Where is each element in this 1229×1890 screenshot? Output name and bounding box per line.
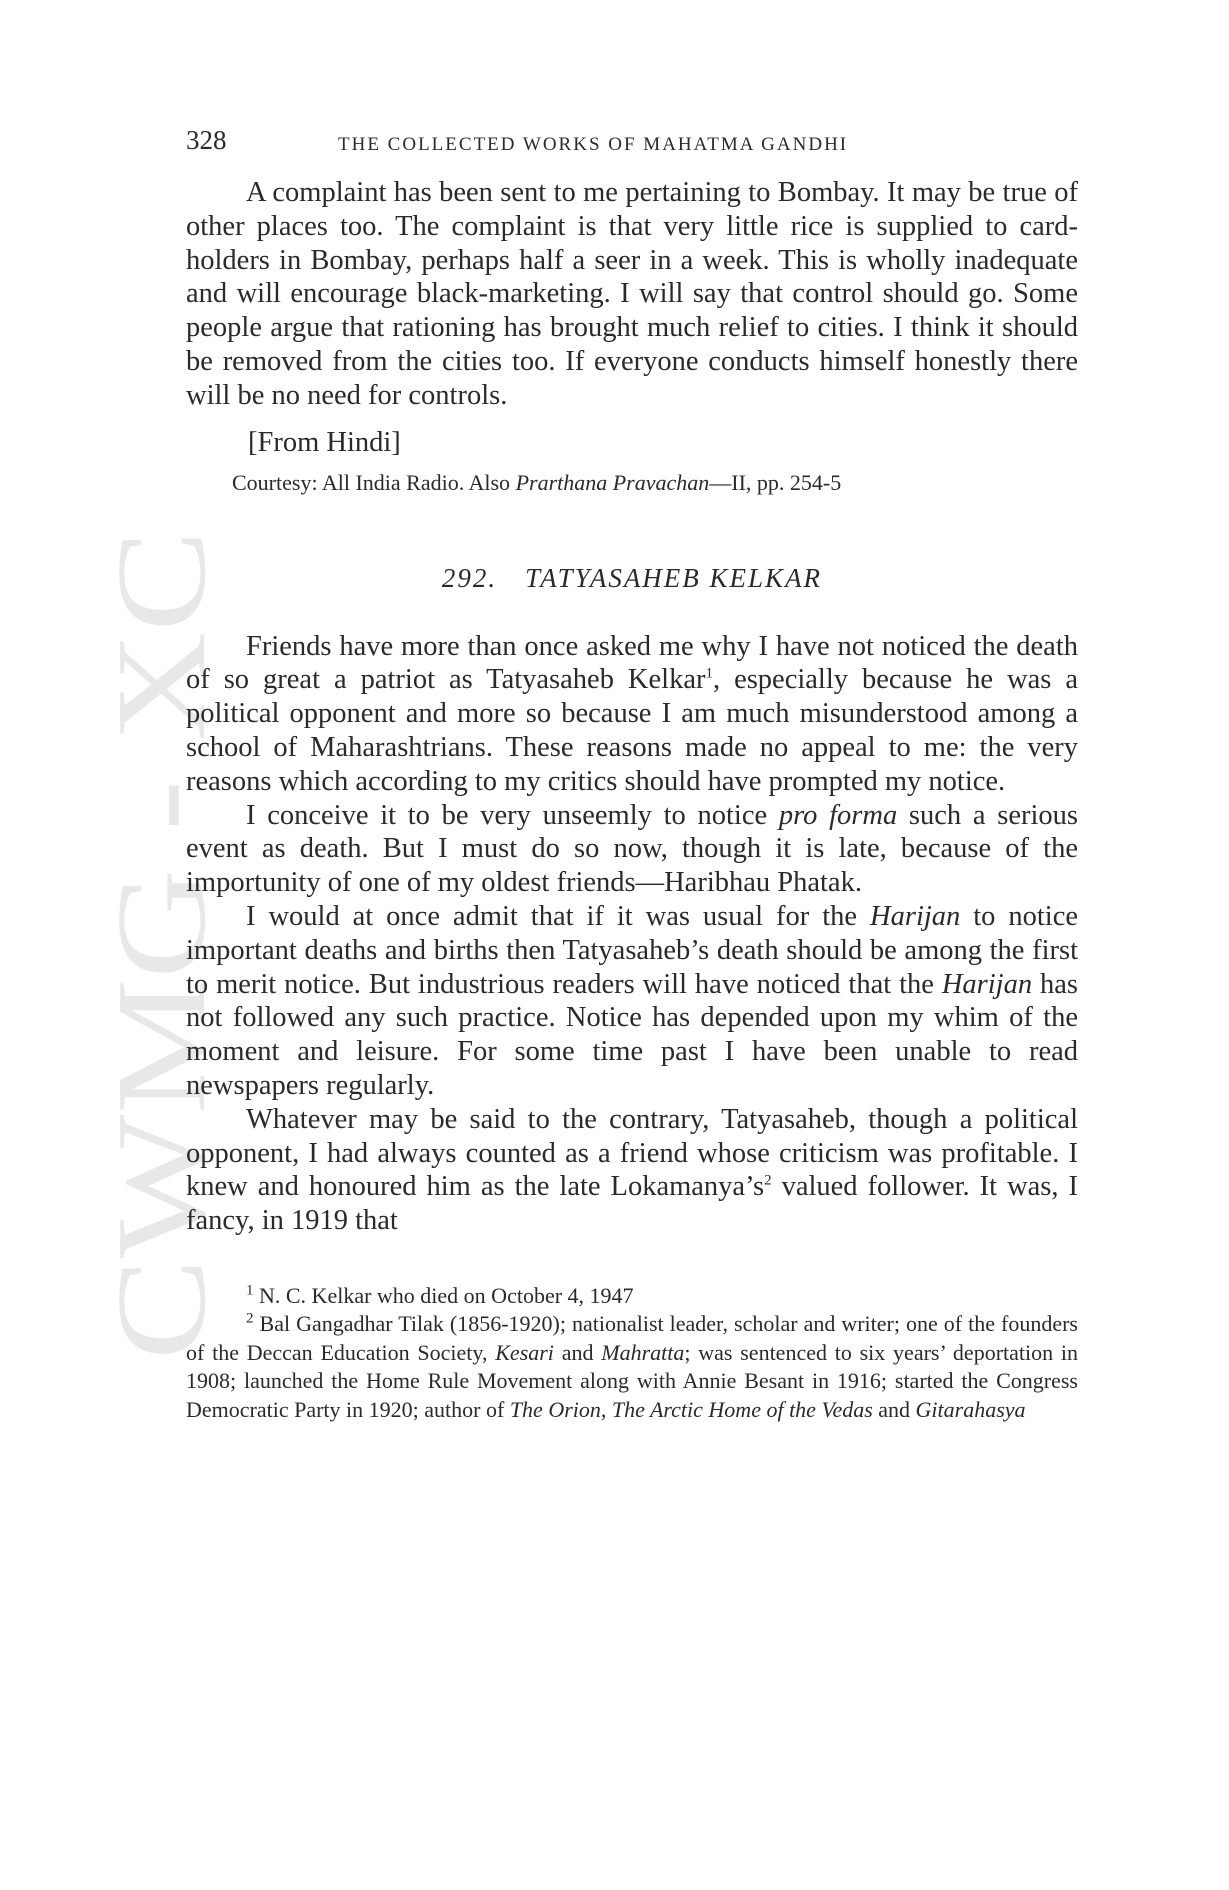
footnote-2-italic-1: Kesari — [495, 1339, 554, 1365]
running-head — [186, 125, 1078, 165]
body-paragraph-1 — [186, 630, 1078, 799]
footnote-ref-2: 2 — [764, 1172, 772, 1189]
footnote-2-italic-2: Mahratta — [601, 1339, 685, 1365]
p1-text-a: Friends have more than once asked me why I have not noticed the death of so great a patriot as Tatyasaheb Kelkar — [186, 630, 1078, 696]
page-content — [186, 125, 1078, 1424]
page-number: 328 — [186, 125, 227, 155]
footnote-ref-1: 1 — [705, 665, 713, 682]
footnote-2-italic-4: The Arctic Home of the Vedas — [611, 1396, 873, 1422]
p2-italic: pro forma — [778, 799, 898, 831]
section-heading — [186, 563, 1078, 594]
p4-text-b: valued follower. It was, I fancy, in 1919 that — [186, 1171, 1079, 1237]
p3-italic-2: Harijan — [941, 968, 1033, 1000]
courtesy-title: Prarthana Pravachan — [515, 469, 710, 495]
section-title: TATYASAHEB KELKAR — [525, 562, 823, 593]
p2-text-b: such a serious event as death. But I must do so now, though it is late, because of the importunity of one of my oldest friends—Haribhau Phatak. — [186, 799, 1079, 899]
p2-text-a: I conceive it to be very unseemly to notice — [246, 799, 779, 831]
p3-text-c: has not followed any such practice. Notice has depended upon my whim of the moment and leisure. For some time past I have been unable to read newspapers regularly. — [186, 968, 1078, 1101]
footnote-2-text-c: ; was sentenced to six years’ deportation in 1908; launched the Home Rule Movement along with Annie Besant in 1916; started the Congress Democratic Party in 1920; author of — [186, 1339, 1079, 1422]
p4-text-a: Whatever may be said to the contrary, Tatyasaheb, though a political opponent, I had always counted as a friend whose criticism was profitable. I knew and honoured him as the late Lokamanya’s — [186, 1103, 1078, 1203]
courtesy-prefix: Courtesy: All India Radio. Also — [232, 469, 516, 495]
footnote-1-mark: 1 — [246, 1282, 254, 1299]
footnote-2-text-b: and — [553, 1339, 602, 1365]
body-paragraph-3 — [186, 900, 1078, 1103]
footnote-2-mark: 2 — [246, 1311, 254, 1328]
p3-text-b: to notice important deaths and births then Tatyasaheb’s death should be among the first to merit notice. But industrious readers will have noticed that the — [186, 900, 1078, 1000]
footnote-1-text: N. C. Kelkar who died on October 4, 1947 — [253, 1282, 634, 1308]
body-paragraph-4 — [186, 1103, 1078, 1238]
section-number: 292. — [441, 562, 498, 593]
footnote-2 — [186, 1310, 1078, 1424]
previous-item-paragraph: A complaint has been sent to me pertaining to Bombay. It may be true of other places too. The complaint is that very little rice is supplied to card-holders in Bombay, perhaps half a seer in a week. This is wholly inadequate and will encourage black-marketing. I will say that control should go. Some people argue that rationing has brought much relief to cities. I think it should be removed from the cities too. If everyone conducts himself honestly there will be no need for controls. — [186, 177, 1078, 411]
p3-italic-1: Harijan — [870, 900, 961, 932]
courtesy-suffix: —II, pp. 254-5 — [709, 469, 842, 495]
footnote-2-text-d: , — [600, 1396, 612, 1422]
footnote-2-italic-5: Gitarahasya — [915, 1396, 1026, 1422]
footnote-2-text-e: and — [872, 1396, 916, 1422]
courtesy-line — [232, 469, 1078, 497]
source-note: [From Hindi] — [248, 426, 401, 458]
footnote-2-italic-3: The Orion — [509, 1396, 601, 1422]
watermark-text: CWMG - XC — [90, 663, 232, 1360]
footnote-2-text-a: Bal Gangadhar Tilak (1856-1920); nationalist leader, scholar and writer; one of the founders of the Deccan Education Society, — [186, 1311, 1078, 1365]
running-title: THE COLLECTED WORKS OF MAHATMA GANDHI — [338, 134, 849, 155]
p3-text-a: I would at once admit that if it was usual for the — [246, 900, 871, 932]
body-paragraph-2 — [186, 799, 1078, 900]
p1-text-b: , especially because he was a political opponent and more so because I am much misunderstood among a school of Maharashtrians. These reasons made no appeal to me: the very reasons which according to my critics should have prompted my notice. — [186, 664, 1078, 797]
footnotes — [186, 1282, 1078, 1425]
footnote-1 — [186, 1282, 1078, 1311]
